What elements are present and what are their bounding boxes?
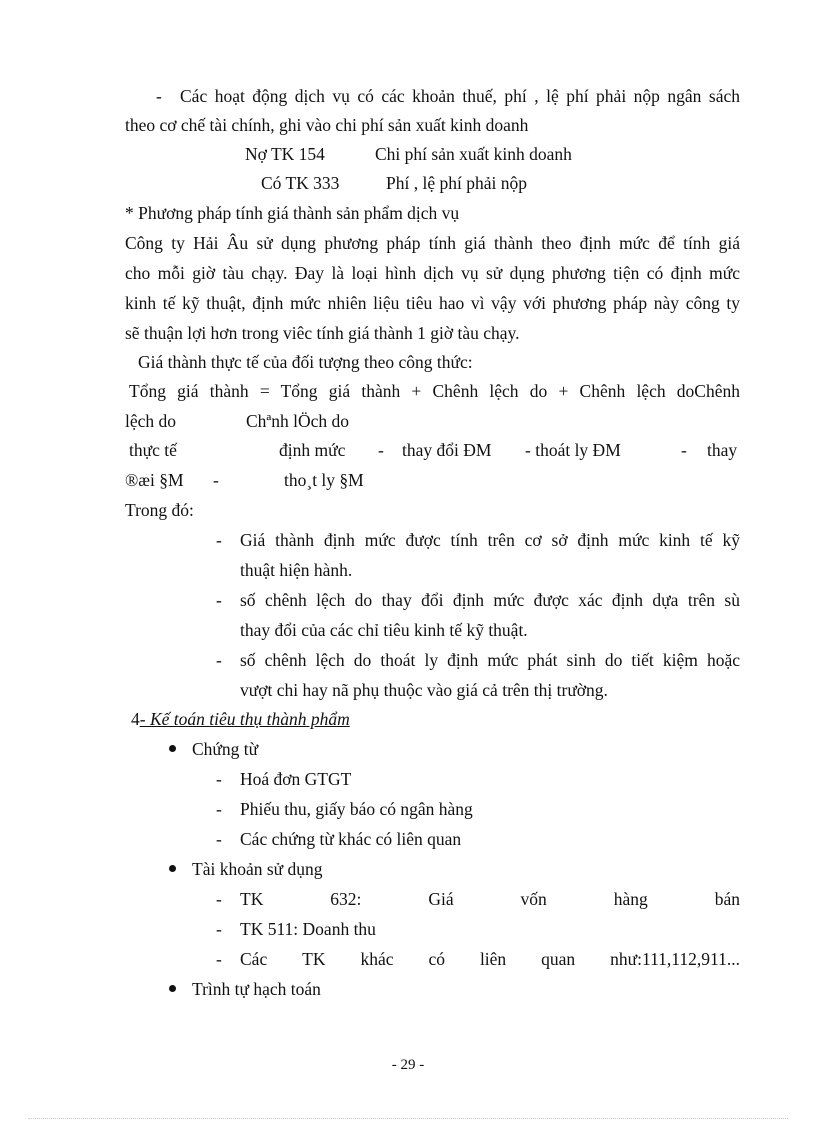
formula-line: Tổng giá thành = Tổng giá thành + Chênh lệch do + Chênh lệch doChênh <box>129 381 740 401</box>
list-dash: - <box>216 829 222 849</box>
word: quan <box>541 949 576 969</box>
bullet-icon <box>169 985 176 992</box>
formula-text: định mức <box>279 440 346 460</box>
list-item-continuation: thuật hiện hành. <box>240 560 353 580</box>
list-item-continuation: vượt chi hay nã phụ thuộc vào giá cả trên thị trường. <box>240 680 608 700</box>
entry-debit-account: Nợ TK 154 <box>245 144 325 164</box>
word: Các <box>240 949 268 969</box>
word: TK <box>302 949 326 969</box>
section-title: - Kế toán tiêu thụ thành phẩm <box>139 709 350 729</box>
list-item: Giá thành định mức được tính trên cơ sở định mức kinh tế kỹ <box>240 530 740 550</box>
text-line: theo cơ chế tài chính, ghi vào chi phí sản xuất kinh doanh <box>125 115 529 135</box>
list-item: số chênh lệch do thoát ly định mức phát sinh do tiết kiệm hoặc <box>240 650 740 670</box>
list-item: Các chứng từ khác có liên quan <box>240 829 462 849</box>
list-dash: - <box>216 949 222 969</box>
list-item: số chênh lệch do thay đổi định mức được xác định dựa trên sù <box>240 590 740 610</box>
bullet-label: Tài khoản sử dụng <box>192 859 323 879</box>
list-dash: - <box>216 769 222 789</box>
formula-text: thay <box>707 440 738 460</box>
text-line: Các hoạt động dịch vụ có các khoản thuế, phí , lệ phí phải nộp ngân sách <box>180 86 740 106</box>
formula-text: - thoát ly ĐM <box>525 440 621 460</box>
entry-credit-description: Phí , lệ phí phải nộp <box>386 173 527 193</box>
list-item: TK 511: Doanh thu <box>240 919 376 939</box>
list-item <box>240 948 740 970</box>
where-label: Trong đó: <box>125 500 194 520</box>
formula-intro: Giá thành thực tế của đối tượng theo công thức: <box>138 352 473 372</box>
word: bán <box>714 889 740 909</box>
list-dash: - <box>216 650 222 670</box>
bullet-label: Chứng từ <box>192 739 259 759</box>
text-line: sẽ thuận lợi hơn trong viêc tính giá thành 1 giờ tàu chạy. <box>125 323 520 343</box>
word: hàng <box>613 889 648 909</box>
section-subtitle: * Phương pháp tính giá thành sản phẩm dịch vụ <box>125 203 460 223</box>
bullet-icon <box>169 865 176 872</box>
entry-credit-account: Có TK 333 <box>261 173 340 193</box>
list-dash: - <box>216 590 222 610</box>
word: như:111,112,911... <box>610 949 740 969</box>
text-line: Công ty Hải Âu sử dụng phương pháp tính giá thành theo định mức để tính giá <box>125 233 740 253</box>
formula-text: - <box>681 440 687 460</box>
list-item-continuation: thay đổi của các chỉ tiêu kinh tế kỹ thuật. <box>240 620 528 640</box>
list-dash: - <box>216 889 222 909</box>
text-line: cho mỗi giờ tàu chạy. Đay là loại hình dịch vụ sử dụng phương tiện có định mức <box>125 263 740 283</box>
list-dash: - <box>216 919 222 939</box>
page-number: - 29 - <box>391 1057 425 1073</box>
word: Giá <box>428 889 454 909</box>
formula-text: Chªnh lÖch do <box>246 411 350 431</box>
bullet-icon <box>169 745 176 752</box>
word: có <box>428 949 445 969</box>
formula-text: thay đổi ĐM <box>402 440 492 460</box>
formula-text: - <box>378 440 384 460</box>
section-number: 4 <box>131 709 140 729</box>
list-item <box>240 888 740 910</box>
word: khác <box>360 949 394 969</box>
list-dash: - <box>216 799 222 819</box>
formula-text: tho¸t ly §M <box>284 470 364 490</box>
word: vốn <box>520 889 547 909</box>
entry-debit-description: Chi phí sản xuất kinh doanh <box>375 144 572 164</box>
formula-text: - <box>213 470 219 490</box>
section-heading <box>131 708 362 730</box>
bullet-label: Trình tự hạch toán <box>192 979 321 999</box>
formula-text: lệch do <box>125 411 177 431</box>
list-item: Hoá đơn GTGT <box>240 769 352 789</box>
word: liên <box>479 949 507 969</box>
list-item: Phiếu thu, giấy báo có ngân hàng <box>240 799 473 819</box>
page-bottom-border <box>28 1118 788 1119</box>
formula-text: ®æi §M <box>125 470 184 490</box>
word: TK <box>240 889 264 909</box>
list-dash: - <box>216 530 222 550</box>
text-line: kinh tế kỹ thuật, định mức nhiên liệu tiêu hao vì vậy với phương pháp này công ty <box>125 293 740 313</box>
formula-text: thực tế <box>129 440 177 460</box>
word: 632: <box>330 889 362 909</box>
list-dash: - <box>156 86 162 106</box>
